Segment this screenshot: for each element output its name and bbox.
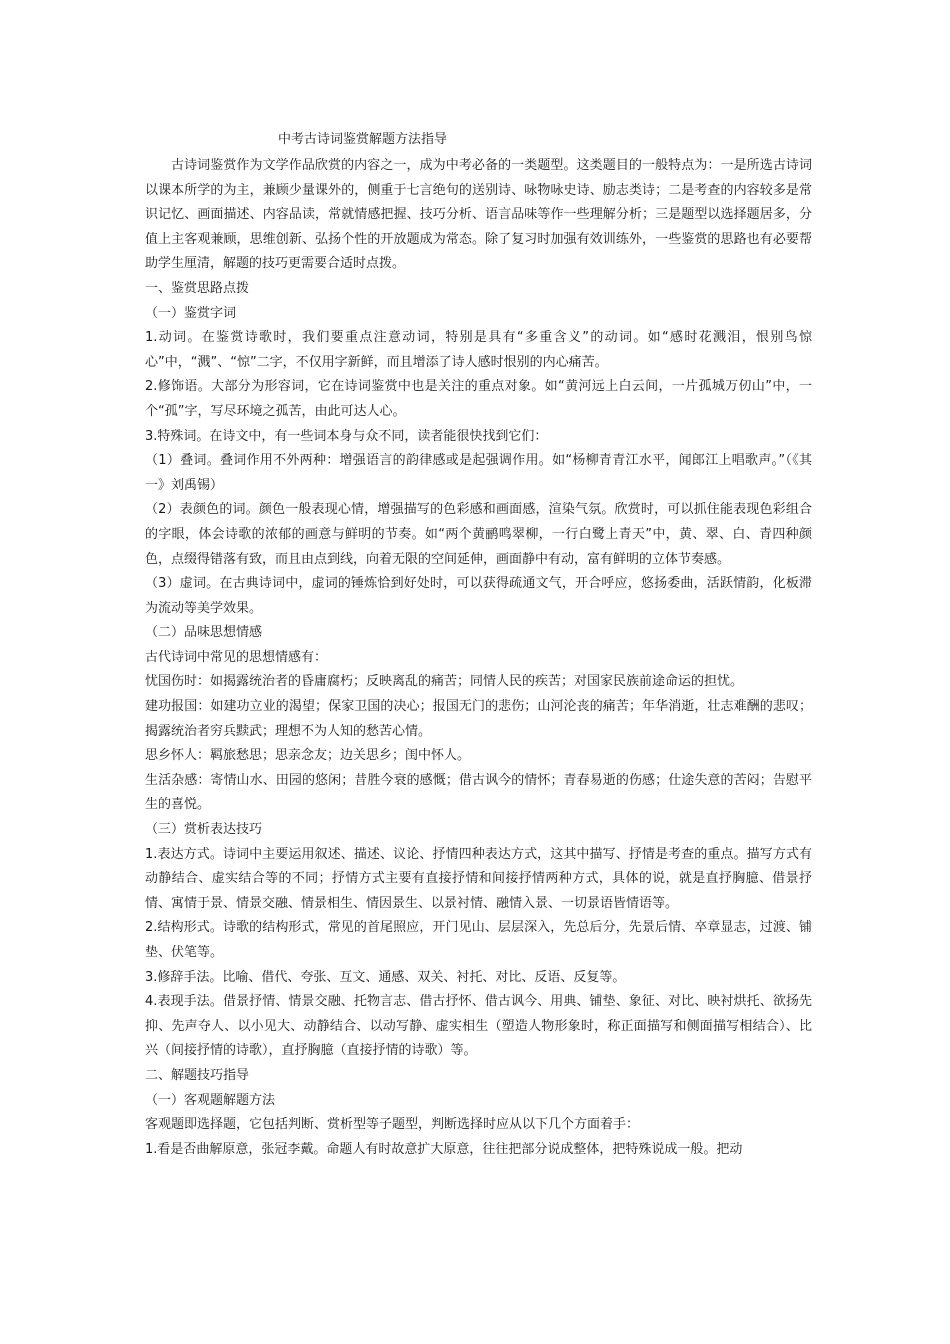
paragraph-reduplicated-words: （1）叠词。叠词作用不外两种：增强语言的韵律感或是起强调作用。如“杨柳青青江水平，闻郎江上唱歌声。”（《其一》刘禹锡）: [145, 453, 812, 493]
paragraph-modifiers: 2.修饰语。大部分为形容词，它在诗词鉴赏中也是关注的重点对象。如“黄河远上白云间，一片孤城万仞山”中，一个“孤”字，写尽环境之孤苦，由此可达人心。: [145, 379, 812, 419]
paragraph-emotions-intro: 古代诗词中常见的思想情感有：: [145, 649, 328, 665]
subsection-heading-3: （三）赏析表达技巧: [145, 822, 263, 838]
paragraph-serving-country: 建功报国：如建功立业的渴望；保家卫国的决心；报国无门的悲伤；山河沦丧的痛苦；年华消逝，壮志难酬的悲叹；揭露统治者穷兵黩武；理想不为人知的愁苦心情。: [145, 699, 812, 739]
subsection-heading-objective: （一）客观题解题方法: [145, 1092, 276, 1108]
section-heading-2: 二、解题技巧指导: [145, 1067, 250, 1083]
paragraph-special-words: 3.特殊词。在诗文中，有一些词本身与众不同，读者能很快找到它们：: [145, 428, 548, 444]
paragraph-color-words: （2）表颜色的词。颜色一般表现心情，增强描写的色彩感和画面感，渲染气氛。欣赏时，可以抓住能表现色彩组合的字眼，体会诗歌的浓郁的画意与鲜明的节奏。如“两个黄鹂鸣翠柳，一行白鹭上青天”中，黄、翠、白、青四种颜色，点缀得错落有致，而且由点到线，向着无限的空间延伸，画面静中有动，富有鲜明的立体节奏感。: [145, 502, 812, 567]
paragraph-techniques: 4.表现手法。借景抒情、情景交融、托物言志、借古抒怀、借古讽今、用典、铺垫、象征、对比、映衬烘托、欲扬先抑、先声夺人、以小见大、动静结合、以动写静、虚实相生（塑造人物形象时，称正面描写和侧面描写相结合）、比兴（间接抒情的诗歌），直抒胸臆（直接抒情的诗歌）等。: [145, 994, 812, 1059]
intro-paragraph: 古诗词鉴赏作为文学作品欣赏的内容之一，成为中考必备的一类题型。这类题目的一般特点为：一是所选古诗词以课本所学的为主，兼顾少量课外的，侧重于七言绝句的送别诗、咏物咏史诗、励志类诗；二是考查的内容较多是常识记忆、画面描述、内容品读，常就情感把握、技巧分析、语言品味等作一些理解分析；三是题型以选择题居多，分值上主客观兼顾，思维创新、弘扬个性的开放题成为常态。除了复习时加强有效训练外，一些鉴赏的思路也有必要帮助学生厘清，解题的技巧更需要合适时点拨。: [145, 158, 812, 272]
paragraph-patriotic-worry: 忧国伤时：如揭露统治者的昏庸腐朽；反映离乱的痛苦；同情人民的疾苦；对国家民族前途命运的担忧。: [145, 674, 744, 690]
subsection-heading-1: （一）鉴赏字词: [145, 305, 237, 321]
paragraph-rhetoric: 3.修辞手法。比喻、借代、夸张、互文、通感、双关、衬托、对比、反语、反复等。: [145, 969, 626, 985]
paragraph-objective-intro: 客观题即选择题，它包括判断、赏析型等子题型，判断选择时应从以下几个方面着手：: [145, 1117, 640, 1133]
paragraph-homesickness: 思乡怀人：羁旅愁思；思亲念友；边关思乡；闺中怀人。: [145, 748, 471, 764]
document-page: [145, 128, 812, 1162]
document-title: 中考古诗词鉴赏解题方法指导: [278, 132, 448, 147]
paragraph-expression-modes: 1.表达方式。诗词中主要运用叙述、描述、议论、抒情四种表达方式，这其中描写、抒情是考查的重点。描写方式有动静结合、虚实结合等的不同；抒情方式主要有直接抒情和间接抒情两种方式，具体的说，就是直抒胸臆、借景抒情、寓情于景、情景交融、情景相生、情因景生、以景衬情、融情入景、一切景语皆情语等。: [145, 846, 812, 911]
subsection-heading-2: （二）品味思想情感: [145, 625, 263, 641]
paragraph-misinterpretation: 1.看是否曲解原意，张冠李戴。命题人有时故意扩大原意，往往把部分说成整体，把特殊说成一般。把动: [145, 1141, 743, 1157]
paragraph-verbs: 1.动词。在鉴赏诗歌时，我们要重点注意动词，特别是具有“多重含义”的动词。如“感时花溅泪，恨别鸟惊心”中，“溅”、“惊”二字，不仅用字新鲜，而且增添了诗人感时恨别的内心痛苦。: [145, 330, 812, 370]
paragraph-life-feelings: 生活杂感：寄情山水、田园的悠闲；昔胜今衰的感慨；借古讽今的情怀；青春易逝的伤感；仕途失意的苦闷；告慰平生的喜悦。: [145, 772, 812, 813]
paragraph-function-words: （3）虚词。在古典诗词中，虚词的锤炼恰到好处时，可以获得疏通文气，开合呼应，悠扬委曲，活跃情韵，化板滞为流动等美学效果。: [145, 576, 812, 616]
paragraph-structure: 2.结构形式。诗歌的结构形式，常见的首尾照应，开门见山、层层深入，先总后分，先景后情、卒章显志，过渡、铺垫、伏笔等。: [145, 920, 812, 960]
section-heading-1: 一、鉴赏思路点拨: [145, 280, 250, 296]
